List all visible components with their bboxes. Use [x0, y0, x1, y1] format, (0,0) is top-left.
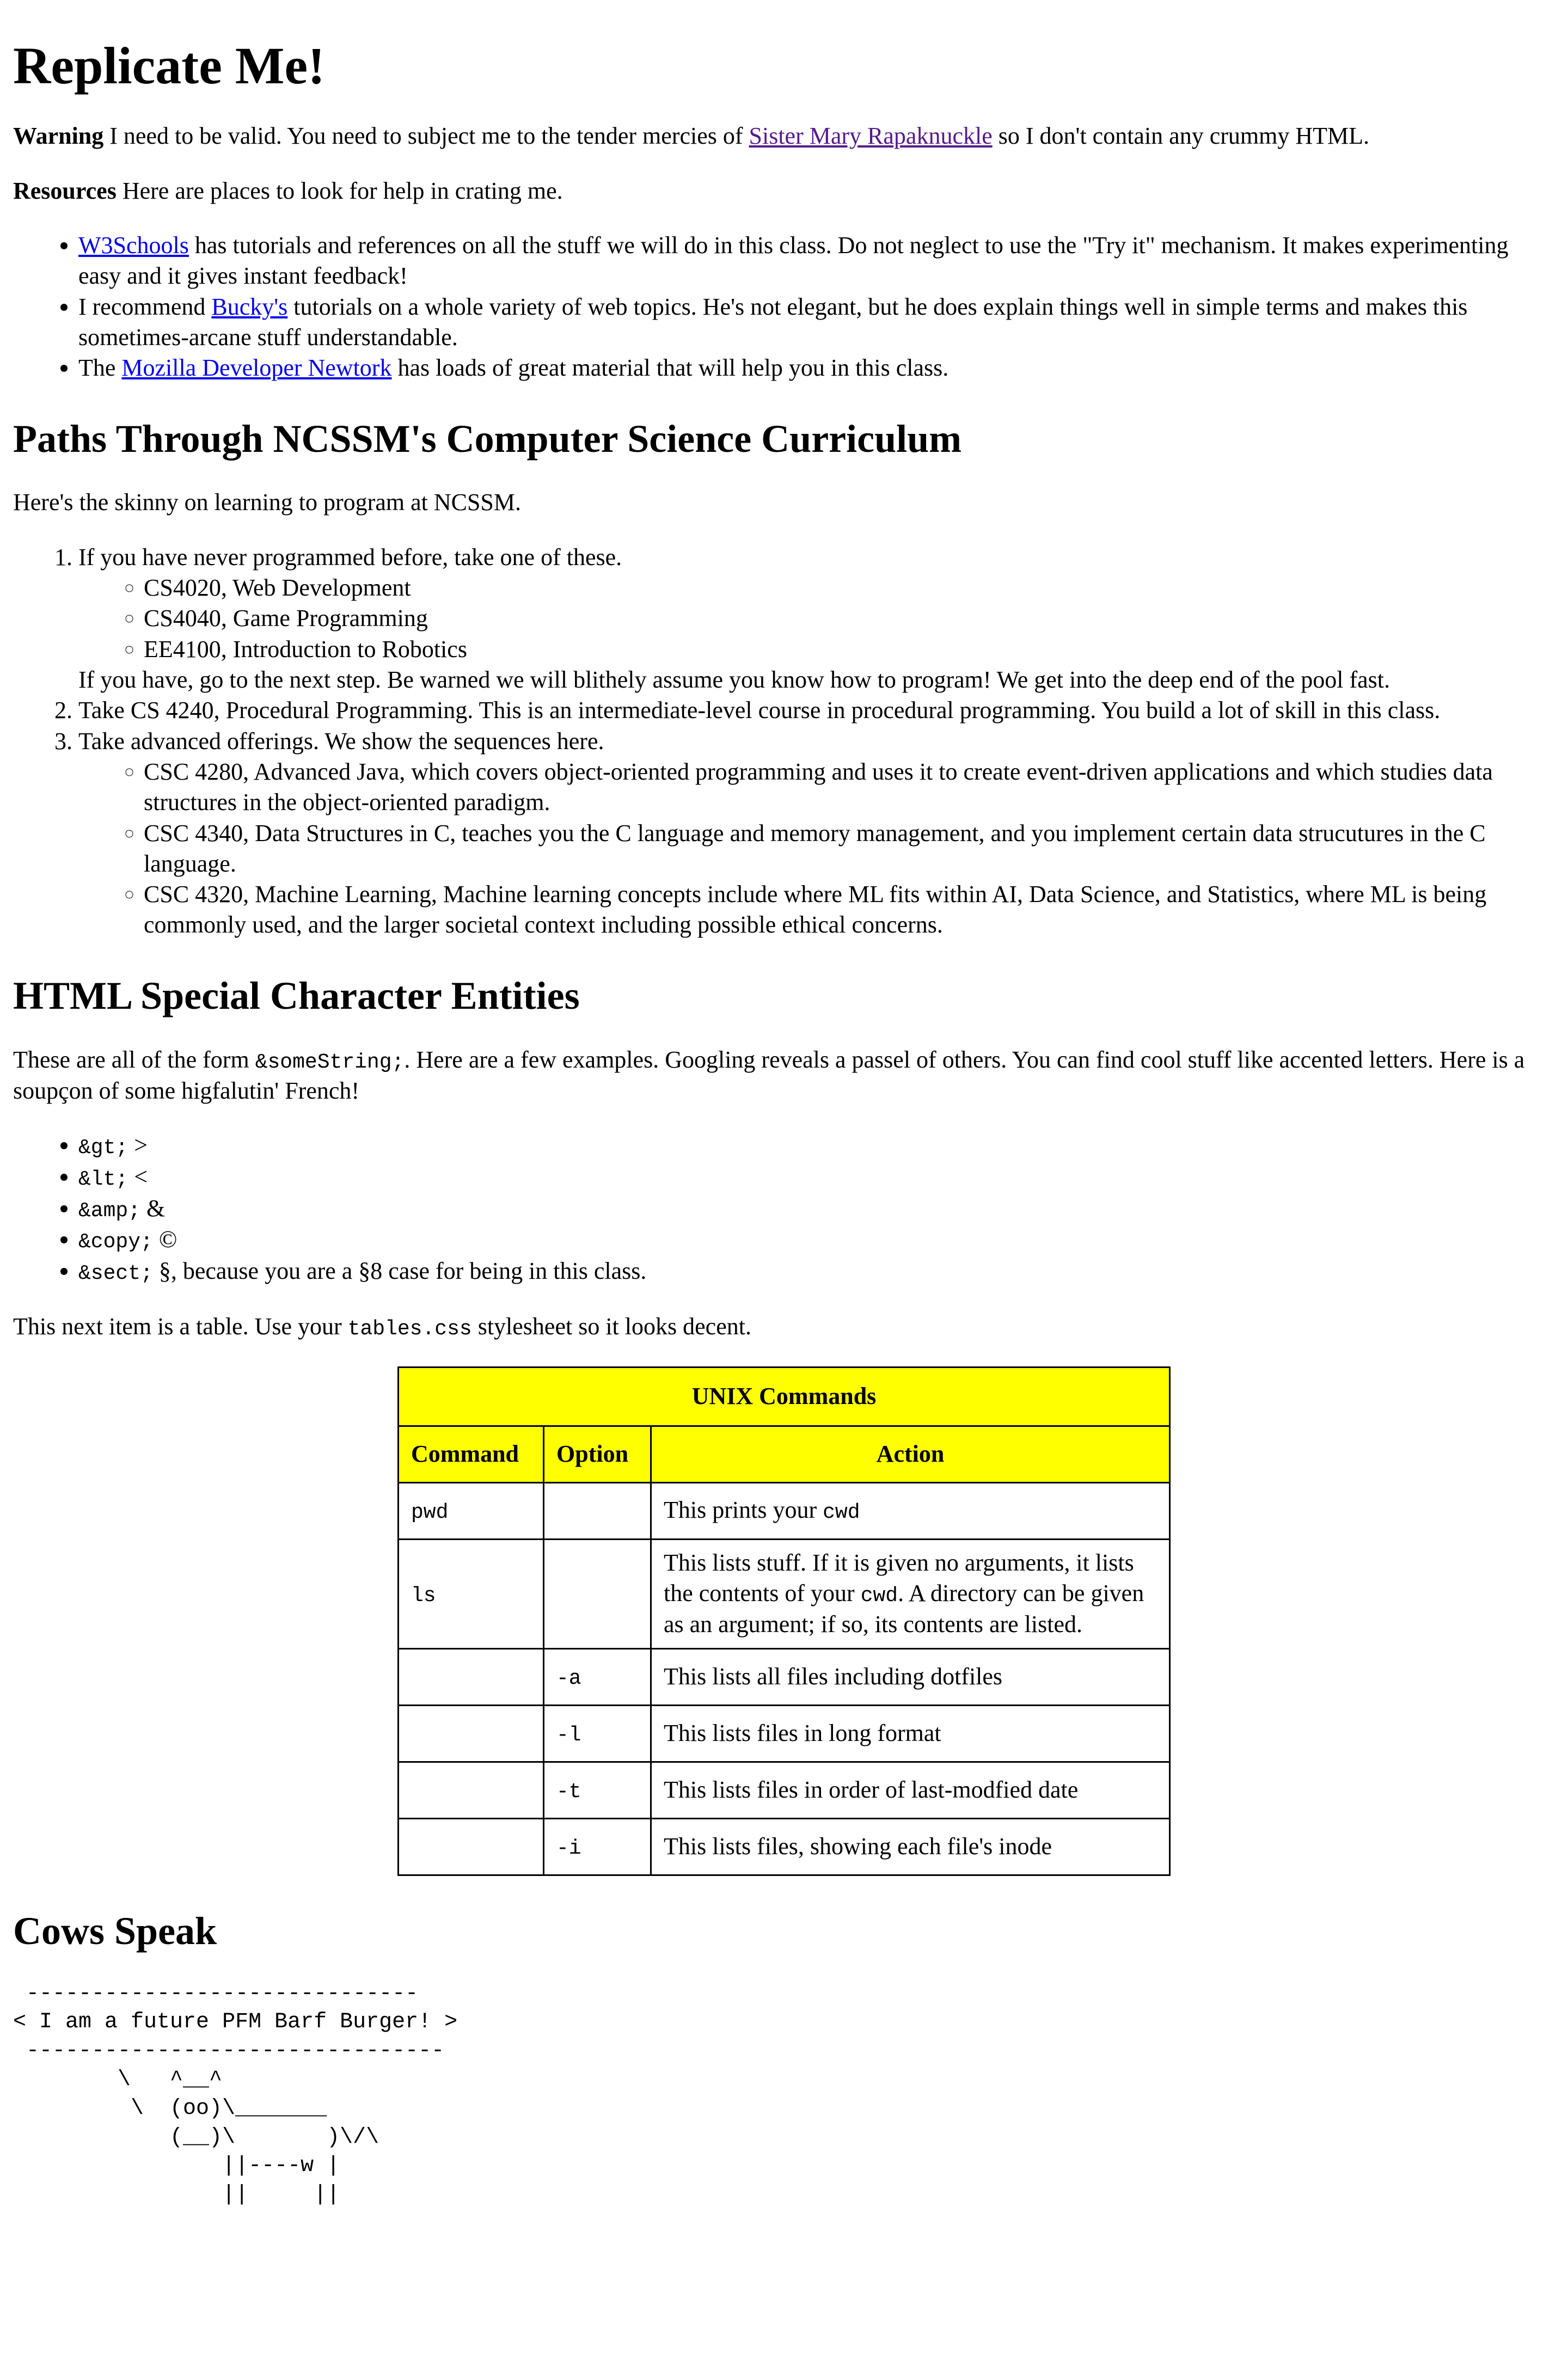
note-code: tables.css — [347, 1317, 472, 1341]
entity-glyph: & — [146, 1194, 166, 1222]
command-cell — [399, 1482, 544, 1539]
action-text: This lists all files including dotfiles — [664, 1663, 1003, 1690]
entity-item — [78, 1162, 1555, 1193]
command-cell — [399, 1818, 544, 1875]
table-row — [399, 1762, 1170, 1818]
option-cell — [544, 1705, 651, 1762]
sister-mary-link[interactable]: Sister Mary Rapaknuckle — [749, 122, 993, 150]
action-cell — [651, 1648, 1170, 1705]
document-page — [0, 36, 1568, 2210]
paths-heading: Paths Through NCSSM's Computer Science Curriculum — [13, 416, 962, 461]
list-item — [78, 353, 1555, 383]
note-text-end: stylesheet so it looks decent. — [471, 1313, 751, 1340]
action-cell — [651, 1482, 1170, 1539]
mozilla-link[interactable]: Mozilla Developer Newtork — [121, 354, 392, 382]
header-action: Action — [651, 1426, 1170, 1482]
entity-item — [78, 1224, 1555, 1256]
table-row — [399, 1539, 1170, 1648]
course-item: ◦ EE4100, Introduction to Robotics — [144, 634, 1555, 665]
course-item: ◦ CSC 4320, Machine Learning, Machine learning concepts include where ML fits within AI, Data Science, and Statistics, where ML is being commonly used, and the larger societal context including possible ethical concerns. — [144, 879, 1555, 941]
paths-intro: Here's the skinny on learning to program at NCSSM. — [13, 489, 522, 516]
entity-extra: , because you are a §8 case for being in this class. — [170, 1257, 647, 1284]
intro-code: &someString; — [255, 1050, 405, 1074]
w3schools-link[interactable]: W3Schools — [78, 232, 189, 259]
option-cell — [544, 1482, 651, 1539]
entity-glyph: § — [158, 1257, 171, 1284]
entity-code: &sect; — [78, 1261, 153, 1285]
action-text: This lists files in long format — [664, 1720, 941, 1747]
table-row — [399, 1482, 1170, 1539]
entity-code: &gt; — [78, 1136, 128, 1160]
table-note — [13, 1311, 1555, 1343]
note-text: This next item is a table. Use your — [13, 1313, 348, 1340]
command-code: ls — [411, 1584, 436, 1608]
item-text: has tutorials and references on all the stuff we will do in this class. Do not neglect to use the "Try it" mechanism. It makes experimenting easy and it gives instant feedback! — [78, 232, 1509, 290]
resources-text: Here are places to look for help in crating me. — [116, 177, 563, 204]
action-text: This lists stuff. If it is given no arguments, it lists the contents of your — [664, 1549, 1134, 1606]
entity-glyph: < — [134, 1163, 148, 1191]
step-item — [78, 542, 1555, 696]
cows-heading: Cows Speak — [13, 1909, 217, 1953]
warning-text-end: so I don't contain any crummy HTML. — [992, 122, 1369, 150]
option-cell — [544, 1818, 651, 1875]
step-text: If you have never programmed before, take one of these. — [78, 543, 622, 571]
step-text: Take advanced offerings. We show the sequences here. — [78, 727, 604, 755]
cowsay-art: ------------------------------ < I am a future PFM Barf Burger! > -------------------------------- \ ^__^ \ (oo)\_______ (__)\ )\/\ ||----w | || || — [13, 1981, 458, 2208]
course-item: ◦ CS4040, Game Programming — [144, 603, 1555, 634]
action-text-end: . A directory can be given as an argument; if so, its contents are listed. — [664, 1579, 1144, 1638]
warning-paragraph — [13, 121, 1555, 151]
resources-list — [13, 230, 1555, 384]
action-cell — [651, 1762, 1170, 1818]
table-row — [399, 1648, 1170, 1705]
entity-code: &lt; — [78, 1168, 128, 1192]
entity-code: &copy; — [78, 1230, 153, 1254]
course-item: ◦ CSC 4280, Advanced Java, which covers object-oriented programming and uses it to create event-driven applications and which studies data structures in the object-oriented paradigm. — [144, 757, 1555, 818]
entity-item — [78, 1130, 1555, 1162]
action-cell — [651, 1539, 1170, 1648]
option-code: -i — [556, 1837, 581, 1861]
entity-item — [78, 1193, 1555, 1225]
page-title: Replicate Me! — [13, 36, 326, 95]
warning-text: I need to be valid. You need to subject me to the tender mercies of — [103, 122, 749, 150]
entity-glyph: > — [134, 1132, 148, 1159]
entities-intro — [13, 1045, 1555, 1107]
advanced-courses — [78, 757, 1555, 941]
list-item — [78, 292, 1555, 353]
beginner-courses — [78, 573, 1555, 665]
step-item: 2. Take CS 4240, Procedural Programming. This is an intermediate-level course in procedural programming. You build a lot of skill in this class. — [78, 695, 1555, 726]
item-text: has loads of great material that will help you in this class. — [391, 354, 949, 382]
command-cell — [399, 1705, 544, 1762]
intro-text-end: . Here are a few examples. Googling reveals a passel of others. You can find cool stuff like accented letters. Here is a soupçon of some higfalutin' French! — [13, 1046, 1525, 1105]
action-cell — [651, 1818, 1170, 1875]
curriculum-steps — [13, 542, 1555, 941]
option-cell — [544, 1539, 651, 1648]
step-note: If you have, go to the next step. Be warned we will blithely assume you know how to program! We get into the deep end of the pool fast. — [78, 666, 1390, 693]
entities-heading: HTML Special Character Entities — [13, 973, 580, 1017]
unix-commands-table — [397, 1366, 1171, 1876]
action-code: cwd — [860, 1584, 898, 1608]
item-text: I recommend — [78, 293, 212, 320]
command-cell — [399, 1762, 544, 1818]
header-option: Option — [544, 1426, 651, 1482]
course-item: ◦ CS4020, Web Development — [144, 573, 1555, 603]
action-text: This lists files in order of last-modfied date — [664, 1776, 1079, 1804]
action-text: This lists files, showing each file's inode — [664, 1833, 1052, 1860]
command-cell — [399, 1648, 544, 1705]
entity-code: &amp; — [78, 1199, 141, 1223]
entity-item — [78, 1256, 1555, 1287]
action-text: This prints your — [664, 1497, 823, 1524]
course-item: ◦ CSC 4340, Data Structures in C, teaches you the C language and memory management, and you implement certain data strucutures in the C language. — [144, 818, 1555, 880]
option-cell — [544, 1762, 651, 1818]
header-command: Command — [399, 1426, 544, 1482]
entity-glyph: © — [158, 1226, 177, 1253]
table-title-row — [399, 1368, 1170, 1426]
warning-label: Warning — [13, 122, 104, 150]
option-code: -l — [556, 1724, 581, 1747]
option-cell — [544, 1648, 651, 1705]
option-code: -a — [556, 1667, 581, 1691]
buckys-link[interactable]: Bucky's — [211, 293, 288, 320]
action-code: cwd — [823, 1501, 860, 1525]
table-header-row — [399, 1426, 1170, 1482]
action-cell — [651, 1705, 1170, 1762]
command-code: pwd — [411, 1501, 449, 1525]
list-item — [78, 230, 1555, 292]
resources-paragraph — [13, 176, 1555, 206]
item-text: tutorials on a whole variety of web topics. He's not elegant, but he does explain things well in simple terms and makes this sometimes-arcane stuff understandable. — [78, 293, 1468, 351]
table-row — [399, 1818, 1170, 1875]
item-text: The — [78, 354, 122, 382]
entities-list — [13, 1130, 1555, 1287]
intro-text: These are all of the form — [13, 1046, 255, 1073]
table-row — [399, 1705, 1170, 1762]
resources-label: Resources — [13, 177, 117, 204]
table-title: UNIX Commands — [399, 1368, 1170, 1426]
step-item — [78, 726, 1555, 941]
command-cell — [399, 1539, 544, 1648]
option-code: -t — [556, 1780, 581, 1804]
